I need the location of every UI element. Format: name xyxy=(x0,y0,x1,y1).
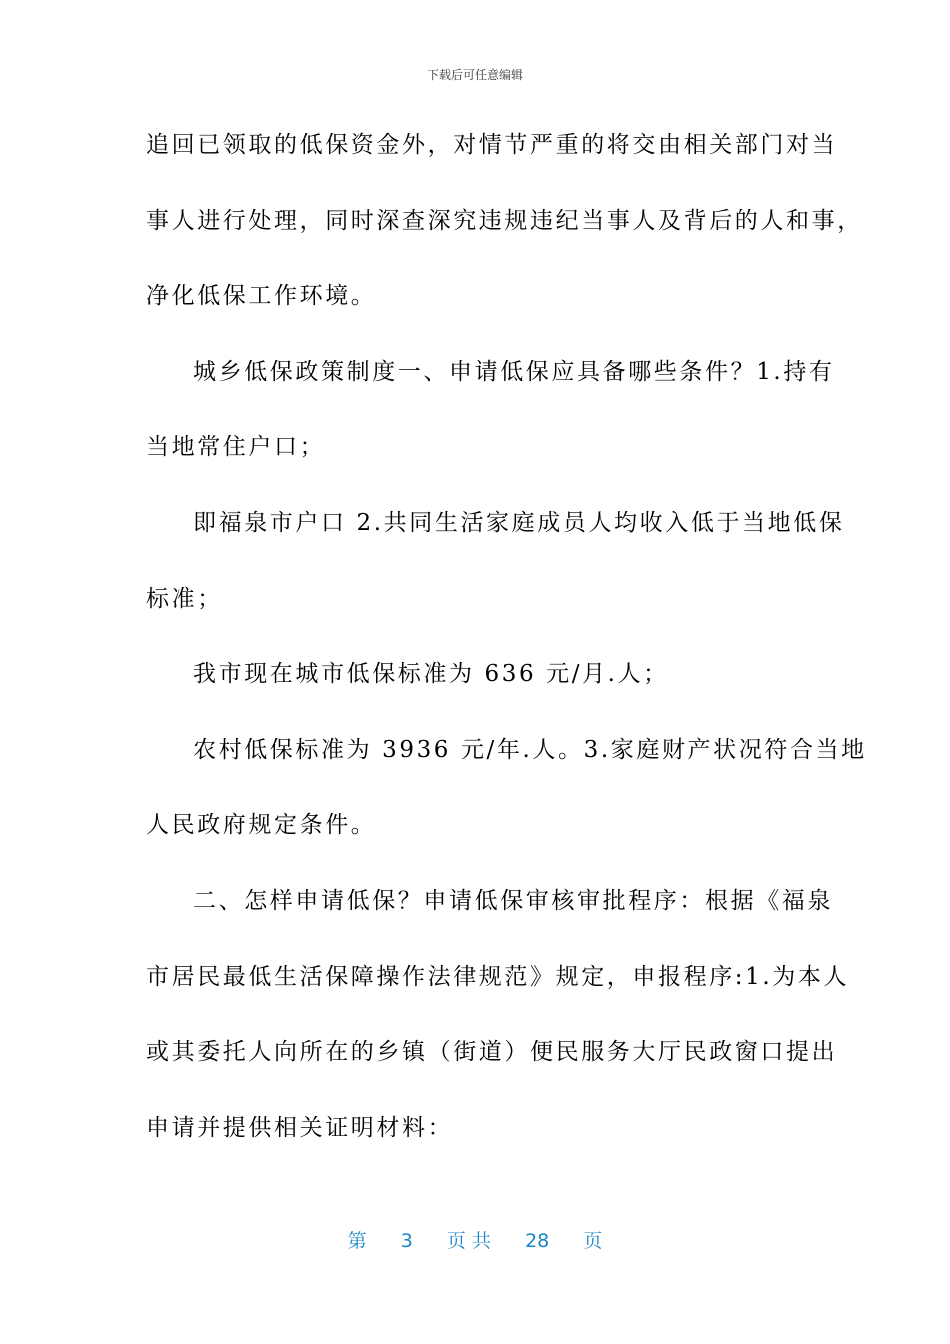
body-line: 人民政府规定条件。 xyxy=(146,812,377,839)
body-line: 事人进行处理，同时深查深究违规违纪当事人及背后的人和事， xyxy=(146,207,863,234)
page-footer xyxy=(0,1226,950,1253)
current-page-number: 3 xyxy=(400,1230,413,1252)
body-line: 净化低保工作环境。 xyxy=(146,283,377,310)
document-body xyxy=(146,120,867,1178)
footer-prefix: 第 xyxy=(347,1230,367,1252)
body-line: 二、怎样申请低保？申请低保审核审批程序：根据《福泉 xyxy=(193,887,833,914)
body-line: 市居民最低生活保障操作法律规范》规定，申报程序:1.为本人 xyxy=(146,963,850,990)
body-line: 即福泉市户口 2.共同生活家庭成员人均收入低于当地低保 xyxy=(193,509,845,536)
footer-suffix: 页 xyxy=(583,1230,603,1252)
body-line: 城乡低保政策制度一、申请低保应具备哪些条件？1.持有 xyxy=(193,358,835,385)
total-pages-number: 28 xyxy=(525,1230,550,1252)
body-line: 我市现在城市低保标准为 636 元/月.人； xyxy=(193,661,669,688)
body-line: 标准； xyxy=(146,585,223,612)
body-line: 或其委托人向所在的乡镇（街道）便民服务大厅民政窗口提出 xyxy=(146,1039,838,1066)
body-line: 农村低保标准为 3936 元/年.人。3.家庭财产状况符合当地 xyxy=(193,736,867,763)
body-line: 当地常住户口； xyxy=(146,434,326,461)
header-note: 下载后可任意编辑 xyxy=(426,68,523,82)
body-line: 追回已领取的低保资金外，对情节严重的将交由相关部门对当 xyxy=(146,132,838,158)
footer-middle: 页 共 xyxy=(446,1230,491,1252)
body-line: 申请并提供相关证明材料： xyxy=(146,1114,454,1141)
